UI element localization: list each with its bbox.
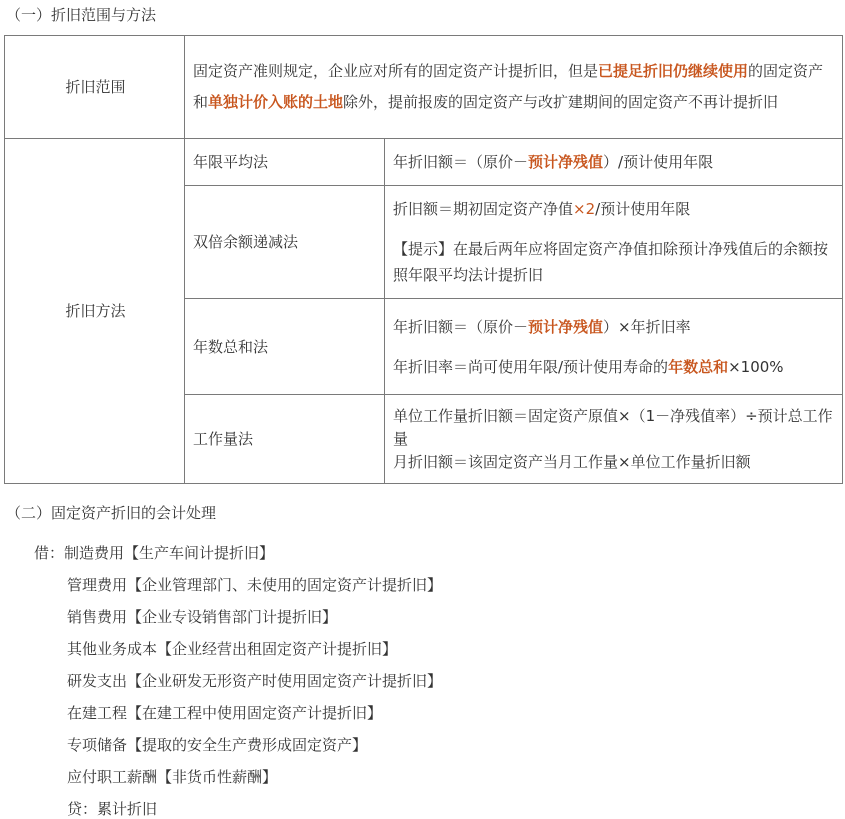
formula-text: 折旧额＝期初固定资产净值 [393,200,574,218]
formula-text: ）/预计使用年限 [603,153,714,171]
section-title-accounting-treatment: （二）固定资产折旧的会计处理 [6,504,217,522]
formula-highlight-times-two: ×2 [573,200,596,218]
formula-highlight-residual-value: 预计净残值 [528,153,604,171]
formula-text: 年折旧率＝尚可使用年限/预计使用寿命的 [393,357,669,376]
journal-entry-rd-expenditure: 研发支出【企业研发无形资产时使用固定资产计提折旧】 [67,672,443,690]
formula-text: ）×年折旧率 [603,317,691,336]
formula-highlight-sum-of-years: 年数总和 [668,357,729,376]
scope-highlight-land: 单独计价入账的土地 [208,93,344,111]
scope-text-b: 的固定资产和 [193,62,824,111]
method-name-sum-of-years: 年数总和法 [185,299,385,395]
formula-text: ×100% [728,357,784,376]
method-formula-units-of-production [385,395,843,484]
formula-line [393,354,836,380]
scope-highlight-fully-depreciated: 已提足折旧仍继续使用 [598,62,749,80]
method-name-straight-line: 年限平均法 [185,139,385,186]
journal-entry-credit-accumulated-depreciation: 贷：累计折旧 [67,800,158,818]
table-row-straight-line [5,139,843,186]
formula-line: 月折旧额＝该固定资产当月工作量×单位工作量折旧额 [393,452,751,471]
formula-line: 单位工作量折旧额＝固定资产原值×（1－净残值率）÷预计总工作量 [393,406,833,448]
journal-entry-selling-expense: 销售费用【企业专设销售部门计提折旧】 [67,608,338,626]
formula-line [393,196,836,222]
formula-text: /预计使用年限 [595,200,691,218]
formula-highlight-residual-value: 预计净残值 [528,317,604,336]
journal-entry-other-business-cost: 其他业务成本【企业经营出租固定资产计提折旧】 [67,640,398,658]
methods-label: 折旧方法 [5,139,185,484]
scope-text-c: 除外，提前报废的固定资产与改扩建期间的固定资产不再计提折旧 [343,93,779,111]
table-row-scope [5,36,843,139]
method-formula-sum-of-years [385,299,843,395]
formula-text: 年折旧额＝（原价－ [393,153,529,171]
journal-entry-admin-expense: 管理费用【企业管理部门、未使用的固定资产计提折旧】 [67,576,443,594]
journal-entry-debit-manufacturing: 借：制造费用【生产车间计提折旧】 [34,544,275,562]
depreciation-table [4,35,843,484]
tip-text: 【提示】在最后两年应将固定资产净值扣除预计净残值后的余额按照年限平均法计提折旧 [393,240,829,284]
section-title-depreciation-scope-methods: （一）折旧范围与方法 [6,6,157,24]
scope-label: 折旧范围 [5,36,185,139]
method-name-double-declining: 双倍余额递减法 [185,186,385,299]
method-formula-double-declining [385,186,843,299]
spacer [393,340,836,354]
scope-text-a: 固定资产准则规定，企业应对所有的固定资产计提折旧，但是 [193,62,599,80]
scope-description [185,36,843,139]
journal-entry-employee-compensation: 应付职工薪酬【非货币性薪酬】 [67,768,278,786]
journal-entry-special-reserve: 专项储备【提取的安全生产费形成固定资产】 [67,736,368,754]
method-name-units-of-production: 工作量法 [185,395,385,484]
journal-entry-construction-in-progress: 在建工程【在建工程中使用固定资产计提折旧】 [67,704,383,722]
formula-line [393,314,836,340]
spacer [393,222,836,236]
journal-entries [34,542,442,819]
method-formula-straight-line [385,139,843,186]
formula-text: 年折旧额＝（原价－ [393,317,529,336]
